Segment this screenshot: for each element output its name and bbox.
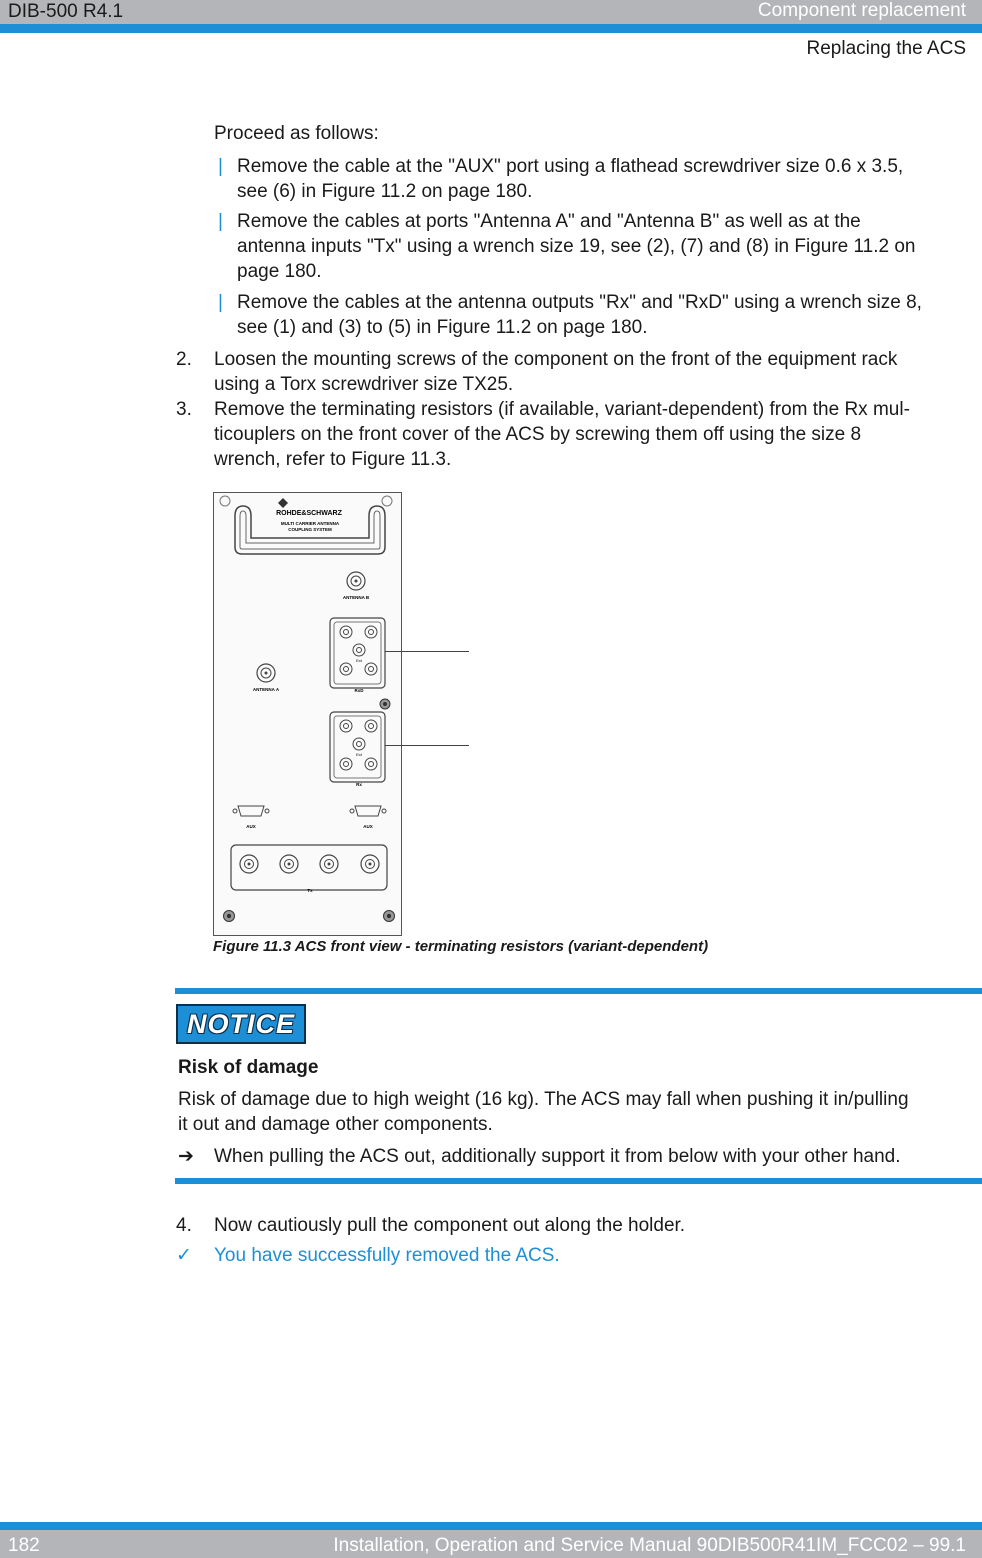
result-text: You have successfully removed the ACS. <box>214 1245 560 1266</box>
brand-text: ROHDE&SCHWARZ <box>276 510 342 517</box>
step-3-line-2: ticouplers on the front cover of the ACS by screwing them off using the size 8 <box>214 424 862 445</box>
rxd-ext-label: Ext <box>356 658 362 663</box>
bullet-marker: | <box>218 156 223 177</box>
bullet-marker: | <box>218 211 223 232</box>
product-line-1: MULTI CARRIER ANTENNA <box>280 521 340 526</box>
antenna-b-label: ANTENNA B <box>342 595 370 600</box>
mounting-screw-right <box>384 911 395 922</box>
bullet-3-line-1: Remove the cables at the antenna outputs "Rx" and "RxD" using a wrench size 8, <box>237 292 922 313</box>
acs-front-panel-figure <box>213 492 403 937</box>
figure-caption: Figure 11.3 ACS front view - terminating resistors (variant-dependent) <box>213 938 709 955</box>
antenna-a-label: ANTENNA A <box>252 687 280 692</box>
tx-label: Tx <box>307 888 313 893</box>
bullet-2-line-1: Remove the cables at ports "Antenna A" and "Antenna B" as well as at the <box>237 211 861 232</box>
notice-action: When pulling the ACS out, additionally support it from below with your other hand. <box>214 1146 901 1167</box>
bullet-1-line-1: Remove the cable at the "AUX" port using a flathead screwdriver size 0.6 x 3.5, <box>237 156 904 177</box>
notice-title: Risk of damage <box>178 1057 319 1078</box>
bullet-marker: | <box>218 292 223 313</box>
arrow-icon: ➔ <box>178 1146 194 1167</box>
bullet-2-line-3: page 180. <box>237 261 322 282</box>
notice-body-line-1: Risk of damage due to high weight (16 kg). The ACS may fall when pushing it in/pulling <box>178 1089 909 1110</box>
step-2-line-1: Loosen the mounting screws of the component on the front of the equipment rack <box>214 349 898 370</box>
rx-ext-label: Ext <box>356 752 362 757</box>
step-3-line-1: Remove the terminating resistors (if available, variant-dependent) from the Rx mul- <box>214 399 910 420</box>
header-accent-line <box>0 24 982 33</box>
checkmark-icon: ✓ <box>176 1245 192 1266</box>
aux-left-label: AUX <box>246 824 256 829</box>
page-number: 182 <box>8 1535 40 1556</box>
step-number: 3. <box>176 399 192 420</box>
product-line-2: COUPLING SYSTEM <box>288 527 332 532</box>
bullet-1-line-2: see (6) in Figure 11.2 on page 180. <box>237 181 533 202</box>
bullet-2-line-2: antenna inputs "Tx" using a wrench size 19, see (2), (7) and (8) in Figure 11.2 on <box>237 236 916 257</box>
callout-line-rx <box>385 745 469 746</box>
rxd-label: RxD <box>354 688 364 693</box>
terminating-resistor <box>380 699 390 709</box>
intro-text: Proceed as follows: <box>214 123 379 144</box>
step-3-line-3: wrench, refer to Figure 11.3. <box>214 449 452 470</box>
manual-title: Installation, Operation and Service Manual 90DIB500R41IM_FCC02 – 99.1 <box>333 1535 966 1556</box>
bullet-3-line-2: see (1) and (3) to (5) in Figure 11.2 on page 180. <box>237 317 648 338</box>
step-number: 4. <box>176 1215 192 1236</box>
rx-label: Rx <box>356 782 362 787</box>
header-section: Replacing the ACS <box>806 38 966 59</box>
notice-body-line-2: it out and damage other components. <box>178 1114 493 1135</box>
aux-right-label: AUX <box>363 824 373 829</box>
callout-line-rxd <box>385 651 469 652</box>
notice-badge: NOTICE <box>176 1004 306 1044</box>
header-chapter: Component replacement <box>757 0 966 21</box>
notice-top-rule <box>175 988 982 994</box>
mounting-screw-left <box>224 911 235 922</box>
step-4-text: Now cautiously pull the component out along the holder. <box>214 1215 686 1236</box>
notice-bottom-rule <box>175 1178 982 1184</box>
step-2-line-2: using a Torx screwdriver size TX25. <box>214 374 514 395</box>
header-doc-id: DIB-500 R4.1 <box>8 1 124 22</box>
footer-accent-line <box>0 1522 982 1530</box>
step-number: 2. <box>176 349 192 370</box>
